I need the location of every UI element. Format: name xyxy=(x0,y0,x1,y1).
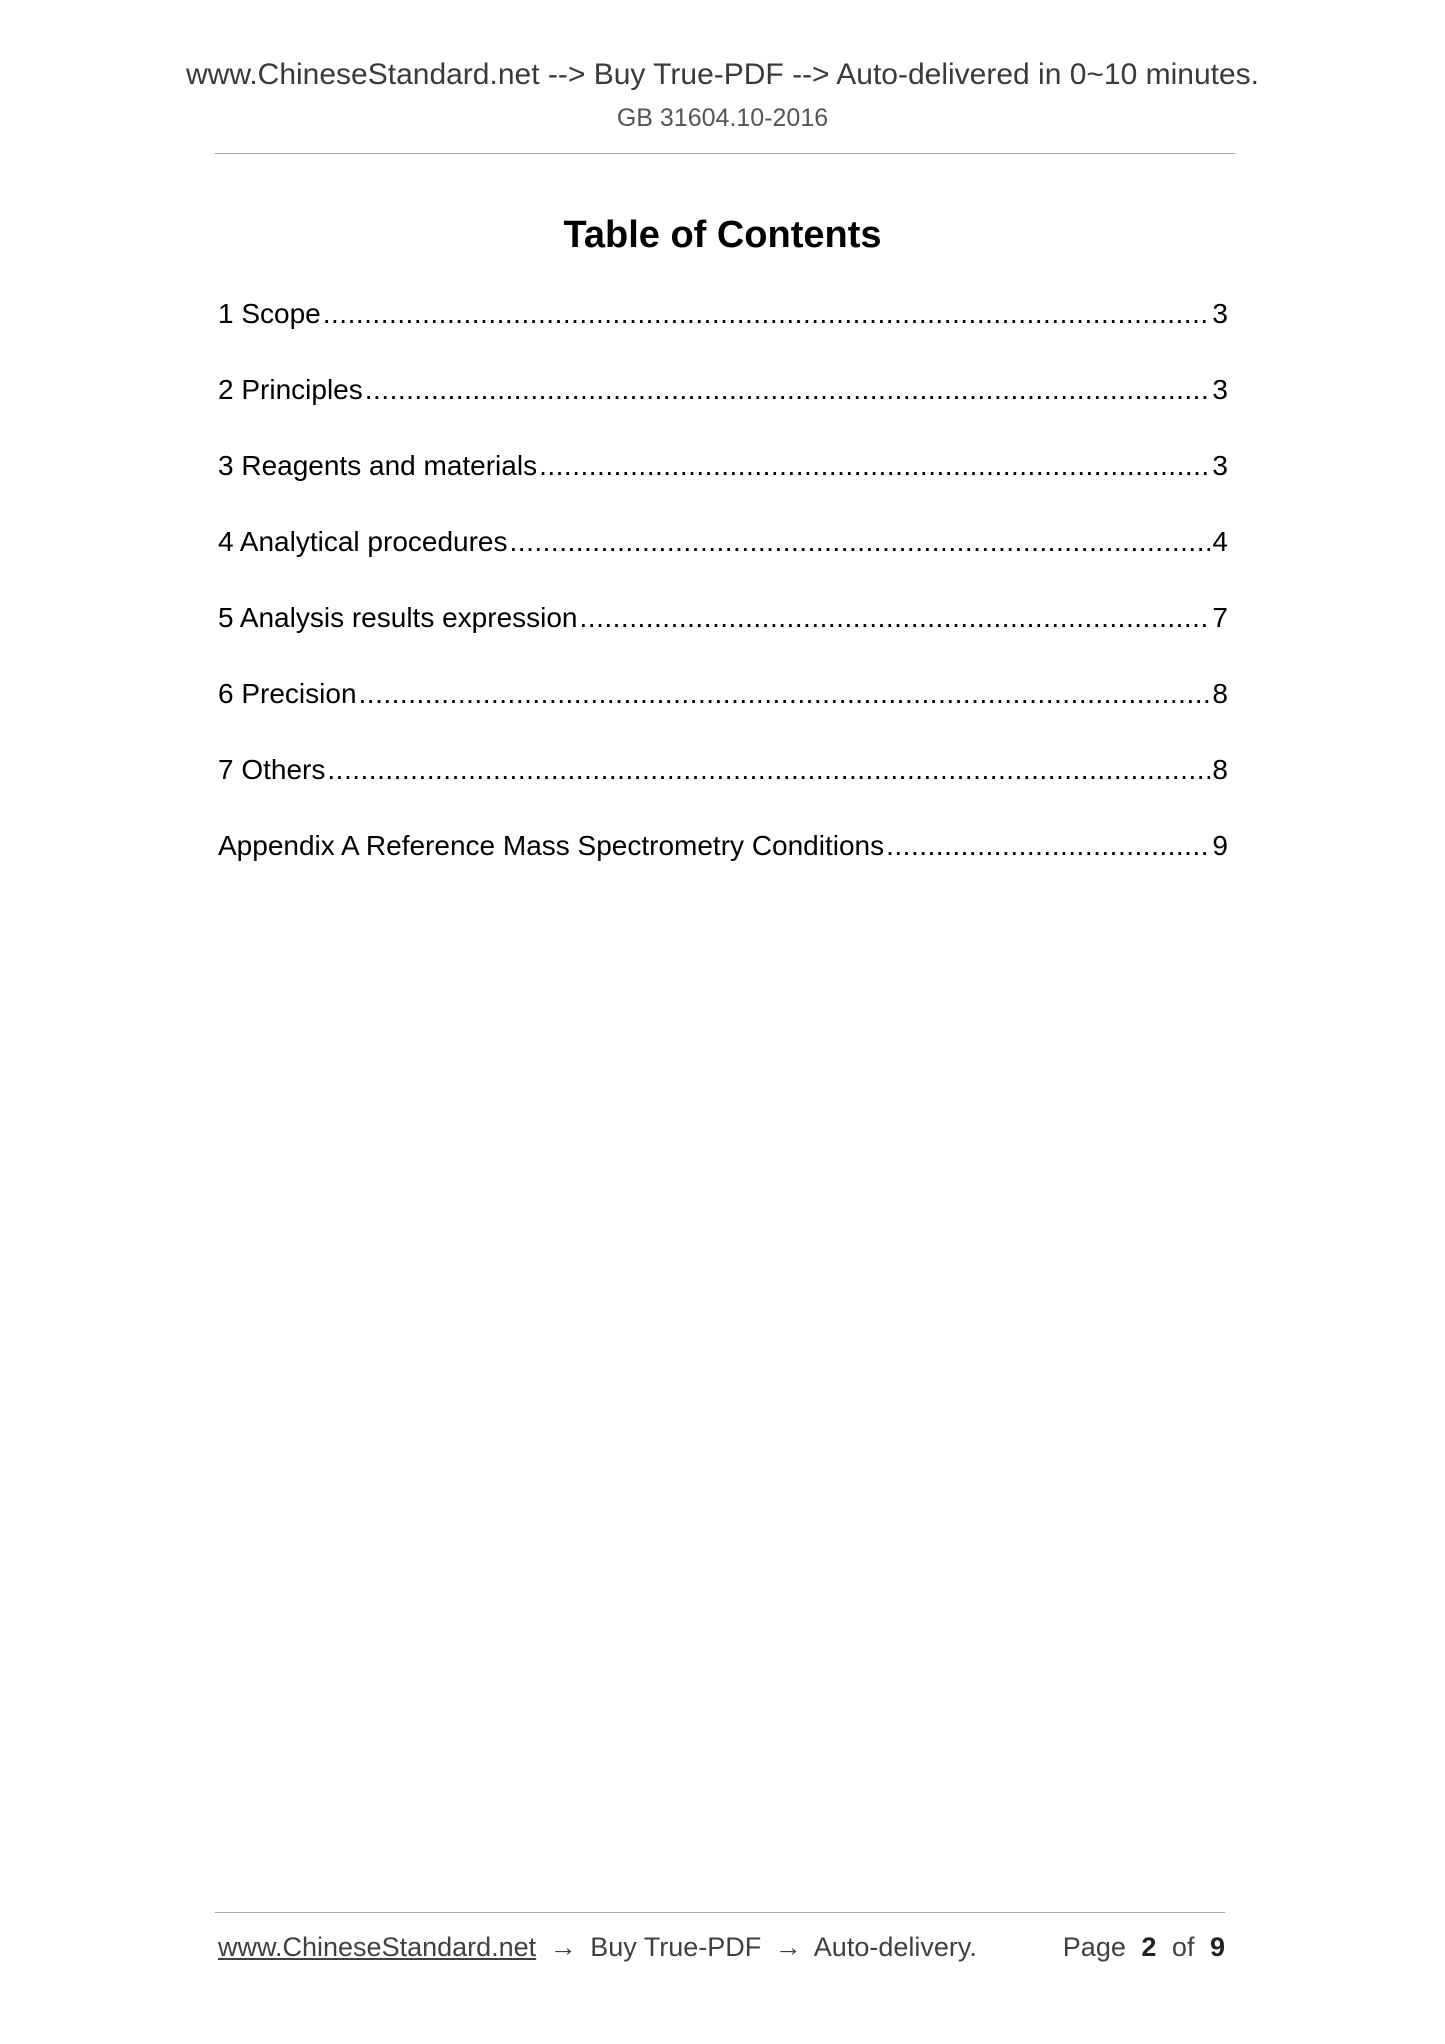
toc-entry-page: 4 xyxy=(1212,526,1228,557)
toc-entry-label: 1 Scope xyxy=(218,298,321,329)
page-total: 9 xyxy=(1209,1932,1225,1962)
footer-promo xyxy=(218,1932,983,1963)
toc-entry-principles[interactable] xyxy=(218,368,1228,444)
toc-entry-page: 3 xyxy=(1212,450,1228,481)
page-footer xyxy=(218,1932,1225,1963)
toc-entry-results[interactable] xyxy=(218,596,1228,672)
toc-entry-scope[interactable] xyxy=(218,292,1228,368)
toc-title: Table of Contents xyxy=(563,214,882,256)
arrow-right-icon: → xyxy=(774,1932,802,1962)
standard-code: GB 31604.10-2016 xyxy=(616,104,829,132)
toc-dot-leader xyxy=(580,596,1211,640)
toc-dot-leader xyxy=(539,444,1210,488)
toc-entry-page: 9 xyxy=(1212,830,1228,861)
footer-site-link[interactable]: www.ChineseStandard.net xyxy=(218,1932,537,1962)
toc-dot-leader xyxy=(327,748,1210,792)
toc-entry-page: 8 xyxy=(1212,754,1228,785)
toc-entry-label: 2 Principles xyxy=(218,374,363,405)
toc-dot-leader xyxy=(365,368,1211,412)
toc-entry-page: 3 xyxy=(1212,374,1228,405)
page-current: 2 xyxy=(1141,1932,1157,1962)
page-label: Page xyxy=(1062,1932,1126,1962)
toc-dot-leader xyxy=(886,824,1210,868)
toc-entry-reagents[interactable] xyxy=(218,444,1228,520)
header-banner: www.ChineseStandard.net --> Buy True-PDF --> Auto-delivered in 0~10 minutes. xyxy=(185,58,1260,91)
toc-entry-page: 7 xyxy=(1212,602,1228,633)
toc-dot-leader xyxy=(359,672,1211,716)
toc-dot-leader xyxy=(510,520,1211,564)
arrow-right-icon: → xyxy=(549,1932,577,1962)
toc-entry-page: 8 xyxy=(1212,678,1228,709)
footer-delivery-text: Auto-delivery. xyxy=(813,1932,977,1962)
footer-buy-text: Buy True-PDF xyxy=(590,1932,762,1962)
toc-entry-label: 4 Analytical procedures xyxy=(218,526,508,557)
toc-entry-label: 5 Analysis results expression xyxy=(218,602,578,633)
toc-entry-appendix-a[interactable] xyxy=(218,824,1228,900)
toc-dot-leader xyxy=(323,292,1211,336)
page-number xyxy=(1055,1932,1225,1963)
toc-entry-precision[interactable] xyxy=(218,672,1228,748)
toc-entry-procedures[interactable] xyxy=(218,520,1228,596)
of-label: of xyxy=(1171,1932,1195,1962)
toc-entry-others[interactable] xyxy=(218,748,1228,824)
footer-divider xyxy=(215,1912,1225,1913)
toc-entry-label: Appendix A Reference Mass Spectrometry Conditions xyxy=(218,830,885,861)
toc-entry-label: 7 Others xyxy=(218,754,326,785)
toc-list xyxy=(218,292,1228,900)
header-divider xyxy=(215,153,1235,154)
toc-entry-label: 6 Precision xyxy=(218,678,357,709)
toc-entry-label: 3 Reagents and materials xyxy=(218,450,538,481)
toc-entry-page: 3 xyxy=(1212,298,1228,329)
